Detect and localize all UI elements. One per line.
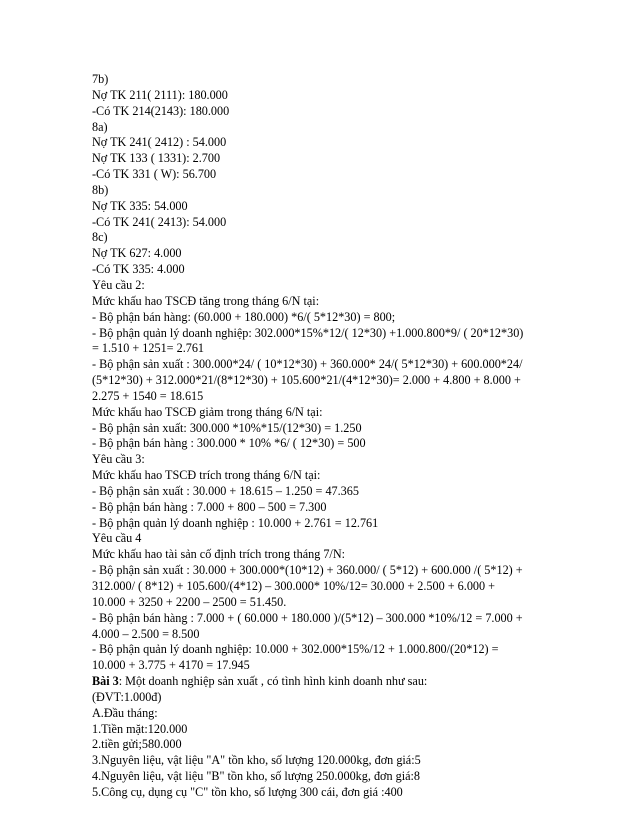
text-line: - Bộ phận bán hàng : 7.000 + 800 – 500 = 7.300: [92, 499, 327, 514]
exercise-label: Bài 3: [92, 674, 119, 689]
accounting-entries: [92, 72, 552, 278]
text-line: - Bộ phận sản xuất : 300.000*24/ ( 10*12*30) + 360.000* 24/( 5*12*30) + 600.000*24/: [92, 357, 523, 372]
text-line: 8a): [92, 119, 108, 134]
text-line: = 1.510 + 1251= 2.761: [92, 341, 205, 356]
text-line: -Có TK 241( 2413): 54.000: [92, 214, 227, 229]
text-line: -Có TK 335: 4.000: [92, 262, 185, 277]
text-line: 8b): [92, 182, 109, 197]
text-line: Nợ TK 133 ( 1331): 2.700: [92, 151, 221, 166]
exercise-heading: [92, 674, 552, 690]
text-line: 4.Nguyên liệu, vật liệu "B" tồn kho, số lượng 250.000kg, đơn giá:8: [92, 769, 421, 784]
text-line: Nợ TK 627: 4.000: [92, 246, 182, 261]
text-line: -Có TK 331 ( W): 56.700: [92, 167, 217, 182]
text-line: - Bộ phận bán hàng : 300.000 * 10% *6/ ( 12*30) = 500: [92, 436, 366, 451]
section-heading: Yêu cầu 2:: [92, 277, 145, 292]
requirement-2: [92, 278, 552, 452]
text-line: Mức khấu hao tài sản cố định trích trong tháng 7/N:: [92, 547, 346, 562]
document-page: [92, 72, 552, 801]
requirement-4: [92, 531, 552, 674]
text-line: - Bộ phận sản xuất : 30.000 + 300.000*(10*12) + 360.000/ ( 5*12) + 600.000 /( 5*12) +: [92, 563, 523, 578]
text-line: A.Đầu tháng:: [92, 705, 158, 720]
text-line: 2.tiền gửi;580.000: [92, 737, 182, 752]
text-line: - Bộ phận sản xuất : 30.000 + 18.615 – 1.250 = 47.365: [92, 483, 359, 498]
text-line: (ĐVT:1.000đ): [92, 689, 162, 704]
text-line: - Bộ phận bán hàng: (60.000 + 180.000) *6/( 5*12*30) = 800;: [92, 309, 396, 324]
text-line: 3.Nguyên liệu, vật liệu "A" tồn kho, số lượng 120.000kg, đơn giá:5: [92, 753, 421, 768]
text-line: 4.000 – 2.500 = 8.500: [92, 626, 200, 641]
text-line: Nợ TK 211( 2111): 180.000: [92, 87, 228, 102]
text-line: Mức khấu hao TSCĐ trích trong tháng 6/N tại:: [92, 468, 321, 483]
text-line: - Bộ phận quản lý doanh nghiệp: 302.000*15%*12/( 12*30) +1.000.800*9/ ( 20*12*30): [92, 325, 524, 340]
exercise-3: [92, 674, 552, 801]
text-line: 10.000 + 3.775 + 4170 = 17.945: [92, 658, 250, 673]
text-line: -Có TK 214(2143): 180.000: [92, 103, 230, 118]
text-line: 312.000/ ( 8*12) + 105.600/(4*12) – 300.000* 10%/12= 30.000 + 2.500 + 6.000 +: [92, 579, 496, 593]
text-line: - Bộ phận quản lý doanh nghiệp : 10.000 + 2.761 = 12.761: [92, 515, 379, 530]
text-line: 10.000 + 3250 + 2200 – 2500 = 51.450.: [92, 594, 287, 609]
text-line: 5.Công cụ, dụng cụ "C" tồn kho, số lượng 300 cái, đơn giá :400: [92, 784, 403, 799]
text-line: 2.275 + 1540 = 18.615: [92, 388, 204, 403]
exercise-intro: : Một doanh nghiệp sản xuất , có tình hình kinh doanh như sau:: [118, 674, 428, 689]
text-line: Nợ TK 241( 2412) : 54.000: [92, 135, 227, 150]
text-line: (5*12*30) + 312.000*21/(8*12*30) + 105.600*21/(4*12*30)= 2.000 + 4.800 + 8.000 +: [92, 373, 521, 388]
text-line: Mức khấu hao TSCĐ tăng trong tháng 6/N tại:: [92, 293, 320, 308]
requirement-3: [92, 452, 552, 531]
section-heading: Yêu cầu 4: [92, 531, 142, 546]
text-line: 7b): [92, 72, 109, 86]
text-line: Nợ TK 335: 54.000: [92, 198, 188, 213]
text-line: 1.Tiền mặt:120.000: [92, 721, 188, 736]
text-line: 8c): [92, 230, 108, 245]
text-line: - Bộ phận bán hàng : 7.000 + ( 60.000 + 180.000 )/(5*12) – 300.000 *10%/12 = 7.000 +: [92, 610, 523, 625]
text-line: - Bộ phận quản lý doanh nghiệp: 10.000 + 302.000*15%/12 + 1.000.800/(20*12) =: [92, 642, 499, 657]
text-line: - Bộ phận sản xuất: 300.000 *10%*15/(12*30) = 1.250: [92, 420, 362, 435]
section-heading: Yêu cầu 3:: [92, 452, 145, 467]
text-line: Mức khấu hao TSCĐ giảm trong tháng 6/N tại:: [92, 404, 323, 419]
